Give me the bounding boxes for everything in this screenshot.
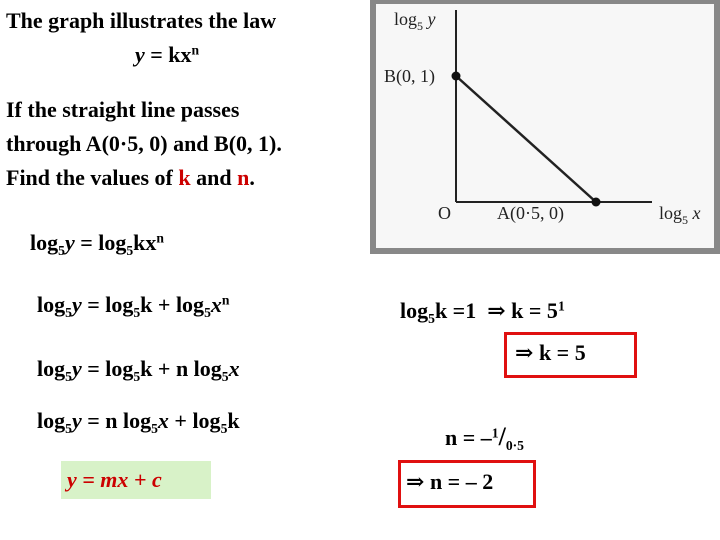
point-a-label: A(0·5, 0)	[497, 203, 564, 223]
problem-line-1: If the straight line passes	[6, 97, 240, 122]
step-4: $\log_5y = n$ $\log_5x + \log_5k$	[37, 408, 240, 436]
problem-title: The graph illustrates the law	[6, 8, 277, 33]
point-b-label: B(0, 1)	[384, 66, 435, 86]
unknown-n: n	[237, 165, 250, 190]
result-n-calc: $n = -^1/_{0\cdot 5}$	[445, 422, 524, 453]
law-equation	[135, 42, 199, 68]
law-body: = kx	[144, 42, 192, 67]
problem-line-3-and: and	[190, 165, 238, 190]
line-form-equation: y = mx + c	[67, 467, 162, 492]
result-k: ⇒ k = 5	[515, 340, 586, 365]
point-b-marker	[452, 72, 461, 81]
result-1: $\log_5k =1$ ⇒ $k = 5^1$	[400, 298, 565, 326]
graph-panel	[376, 4, 714, 248]
unknown-k: k	[178, 165, 191, 190]
step-1: $\log_5y = \log_5kx^n$	[30, 230, 164, 258]
step-3: $\log_5y = \log_5k + n$ $\log_5x$	[37, 356, 240, 384]
y-axis-label: $\log_5 y$	[394, 9, 436, 33]
problem-line-3-pre: Find the values of	[6, 165, 179, 190]
step-2: $\log_5y = \log_5k + \log_5x^n$	[37, 292, 230, 320]
origin-label: O	[438, 203, 451, 223]
problem-line-2: through A(0·5, 0) and B(0, 1).	[6, 131, 282, 156]
law-y: y	[135, 42, 145, 67]
law-exponent: n	[191, 42, 200, 58]
point-a-marker	[592, 198, 601, 207]
result-n: ⇒ n = – 2	[406, 469, 494, 494]
x-axis-label: $\log_5 x$	[659, 203, 701, 227]
problem-line-3	[6, 165, 255, 191]
problem-line-3-period: .	[249, 165, 255, 190]
straight-line	[456, 76, 596, 202]
graph-svg	[376, 4, 714, 248]
